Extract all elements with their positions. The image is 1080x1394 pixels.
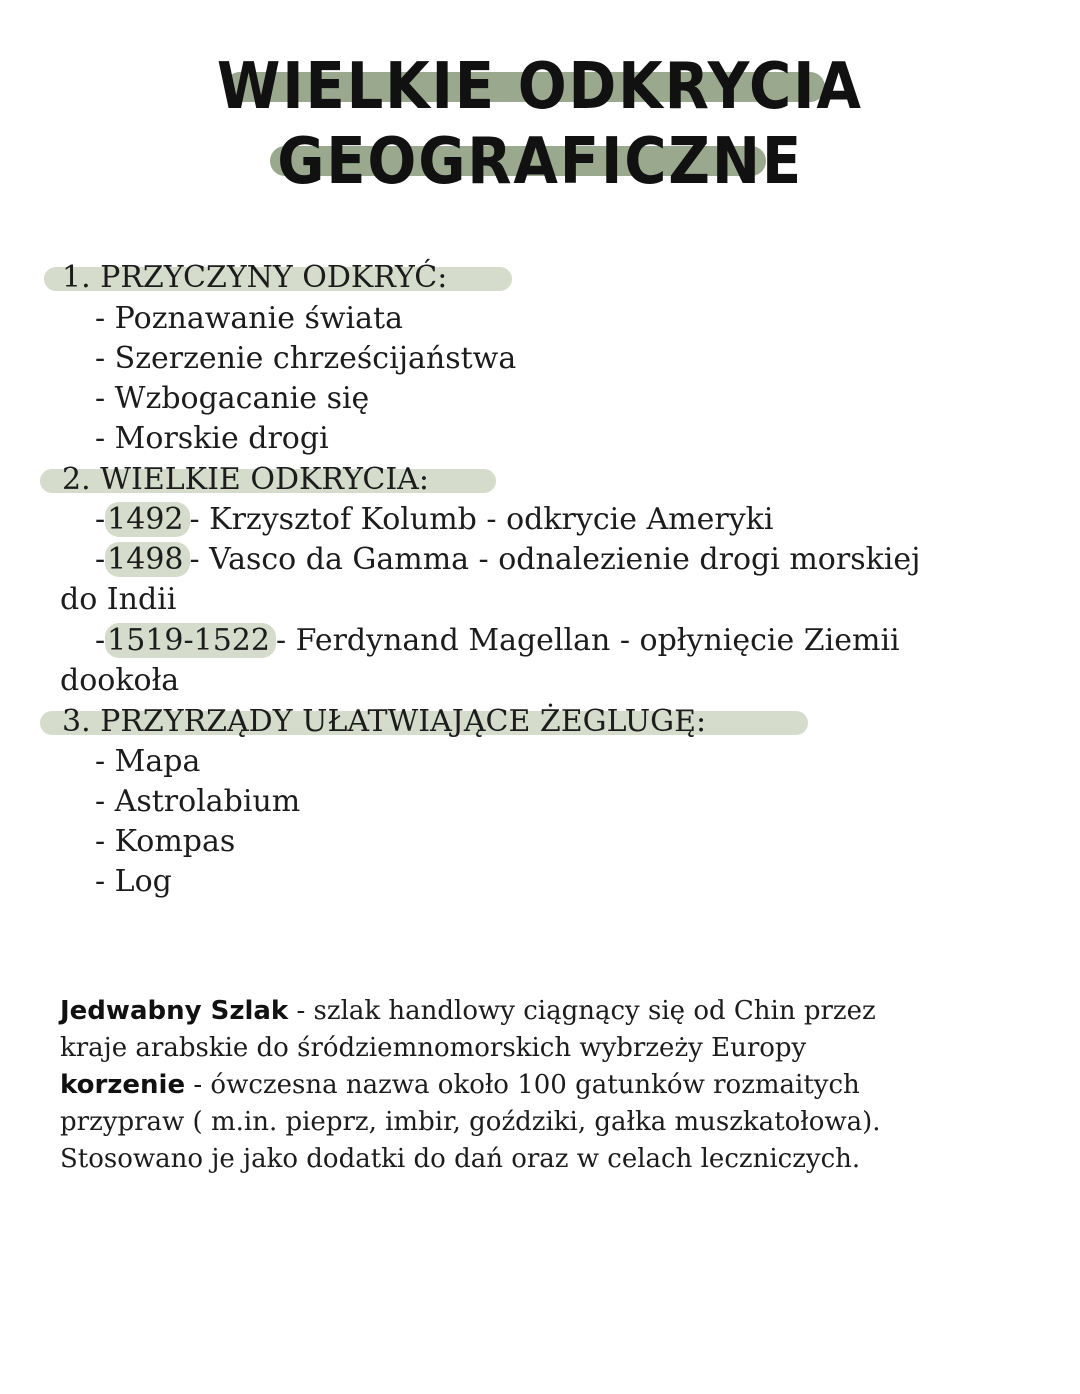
note-row: kraje arabskie do śródziemnomorskich wybrzeży Europy	[60, 1033, 807, 1063]
list-item: - Mapa	[95, 744, 201, 779]
year-badge: 1519-1522	[105, 623, 276, 658]
list-item: - Astrolabium	[95, 784, 301, 819]
list-dash: -	[95, 542, 106, 577]
note-row: Stosowano je jako dodatki do dań oraz w celach leczniczych.	[60, 1144, 861, 1174]
year-badge: 1492	[105, 502, 189, 537]
list-item: - Morskie drogi	[95, 421, 329, 456]
list-item: - Poznawanie świata	[95, 301, 403, 336]
discovery-row-3	[95, 621, 900, 661]
notes-paragraph	[60, 993, 1020, 1178]
list-item: - Szerzenie chrześcijaństwa	[95, 341, 517, 376]
list-dash: -	[95, 502, 106, 537]
discovery-row-3-continuation: dookoła	[60, 663, 180, 698]
discovery-row-1	[95, 500, 773, 540]
discovery-text: - Vasco da Gamma - odnalezienie drogi morskiej	[189, 542, 921, 577]
note-row: przypraw ( m.in. pieprz, imbir, goździki, gałka muszkatołowa).	[60, 1107, 881, 1137]
discovery-row-2	[95, 540, 920, 580]
term-definition: - szlak handlowy ciągnący się od Chin przez	[288, 996, 876, 1026]
section-3-heading: 3. PRZYRZĄDY UŁATWIAJĄCE ŻEGLUGĘ:	[62, 704, 707, 739]
section-2-heading: 2. WIELKIE ODKRYCIA:	[62, 462, 429, 497]
list-dash: -	[95, 623, 106, 658]
title-line-2: GEOGRAFICZNE	[277, 125, 803, 199]
discovery-text: - Ferdynand Magellan - opłynięcie Ziemii	[275, 623, 900, 658]
discovery-text: - Krzysztof Kolumb - odkrycie Ameryki	[189, 502, 774, 537]
list-item: - Wzbogacanie się	[95, 381, 370, 416]
term-definition: - ówczesna nazwa około 100 gatunków rozmaitych	[185, 1070, 860, 1100]
list-item: - Kompas	[95, 824, 236, 859]
term-korzenie: korzenie	[60, 1070, 186, 1100]
discovery-row-2-continuation: do Indii	[60, 582, 177, 617]
year-badge: 1498	[105, 542, 189, 577]
term-jedwabny-szlak: Jedwabny Szlak	[60, 996, 289, 1026]
section-1-heading: 1. PRZYCZYNY ODKRYĆ:	[62, 260, 448, 295]
list-item: - Log	[95, 864, 172, 899]
note-row	[60, 1067, 1020, 1104]
title-line-1: WIELKIE ODKRYCIA	[217, 50, 863, 124]
note-row	[60, 993, 1020, 1030]
